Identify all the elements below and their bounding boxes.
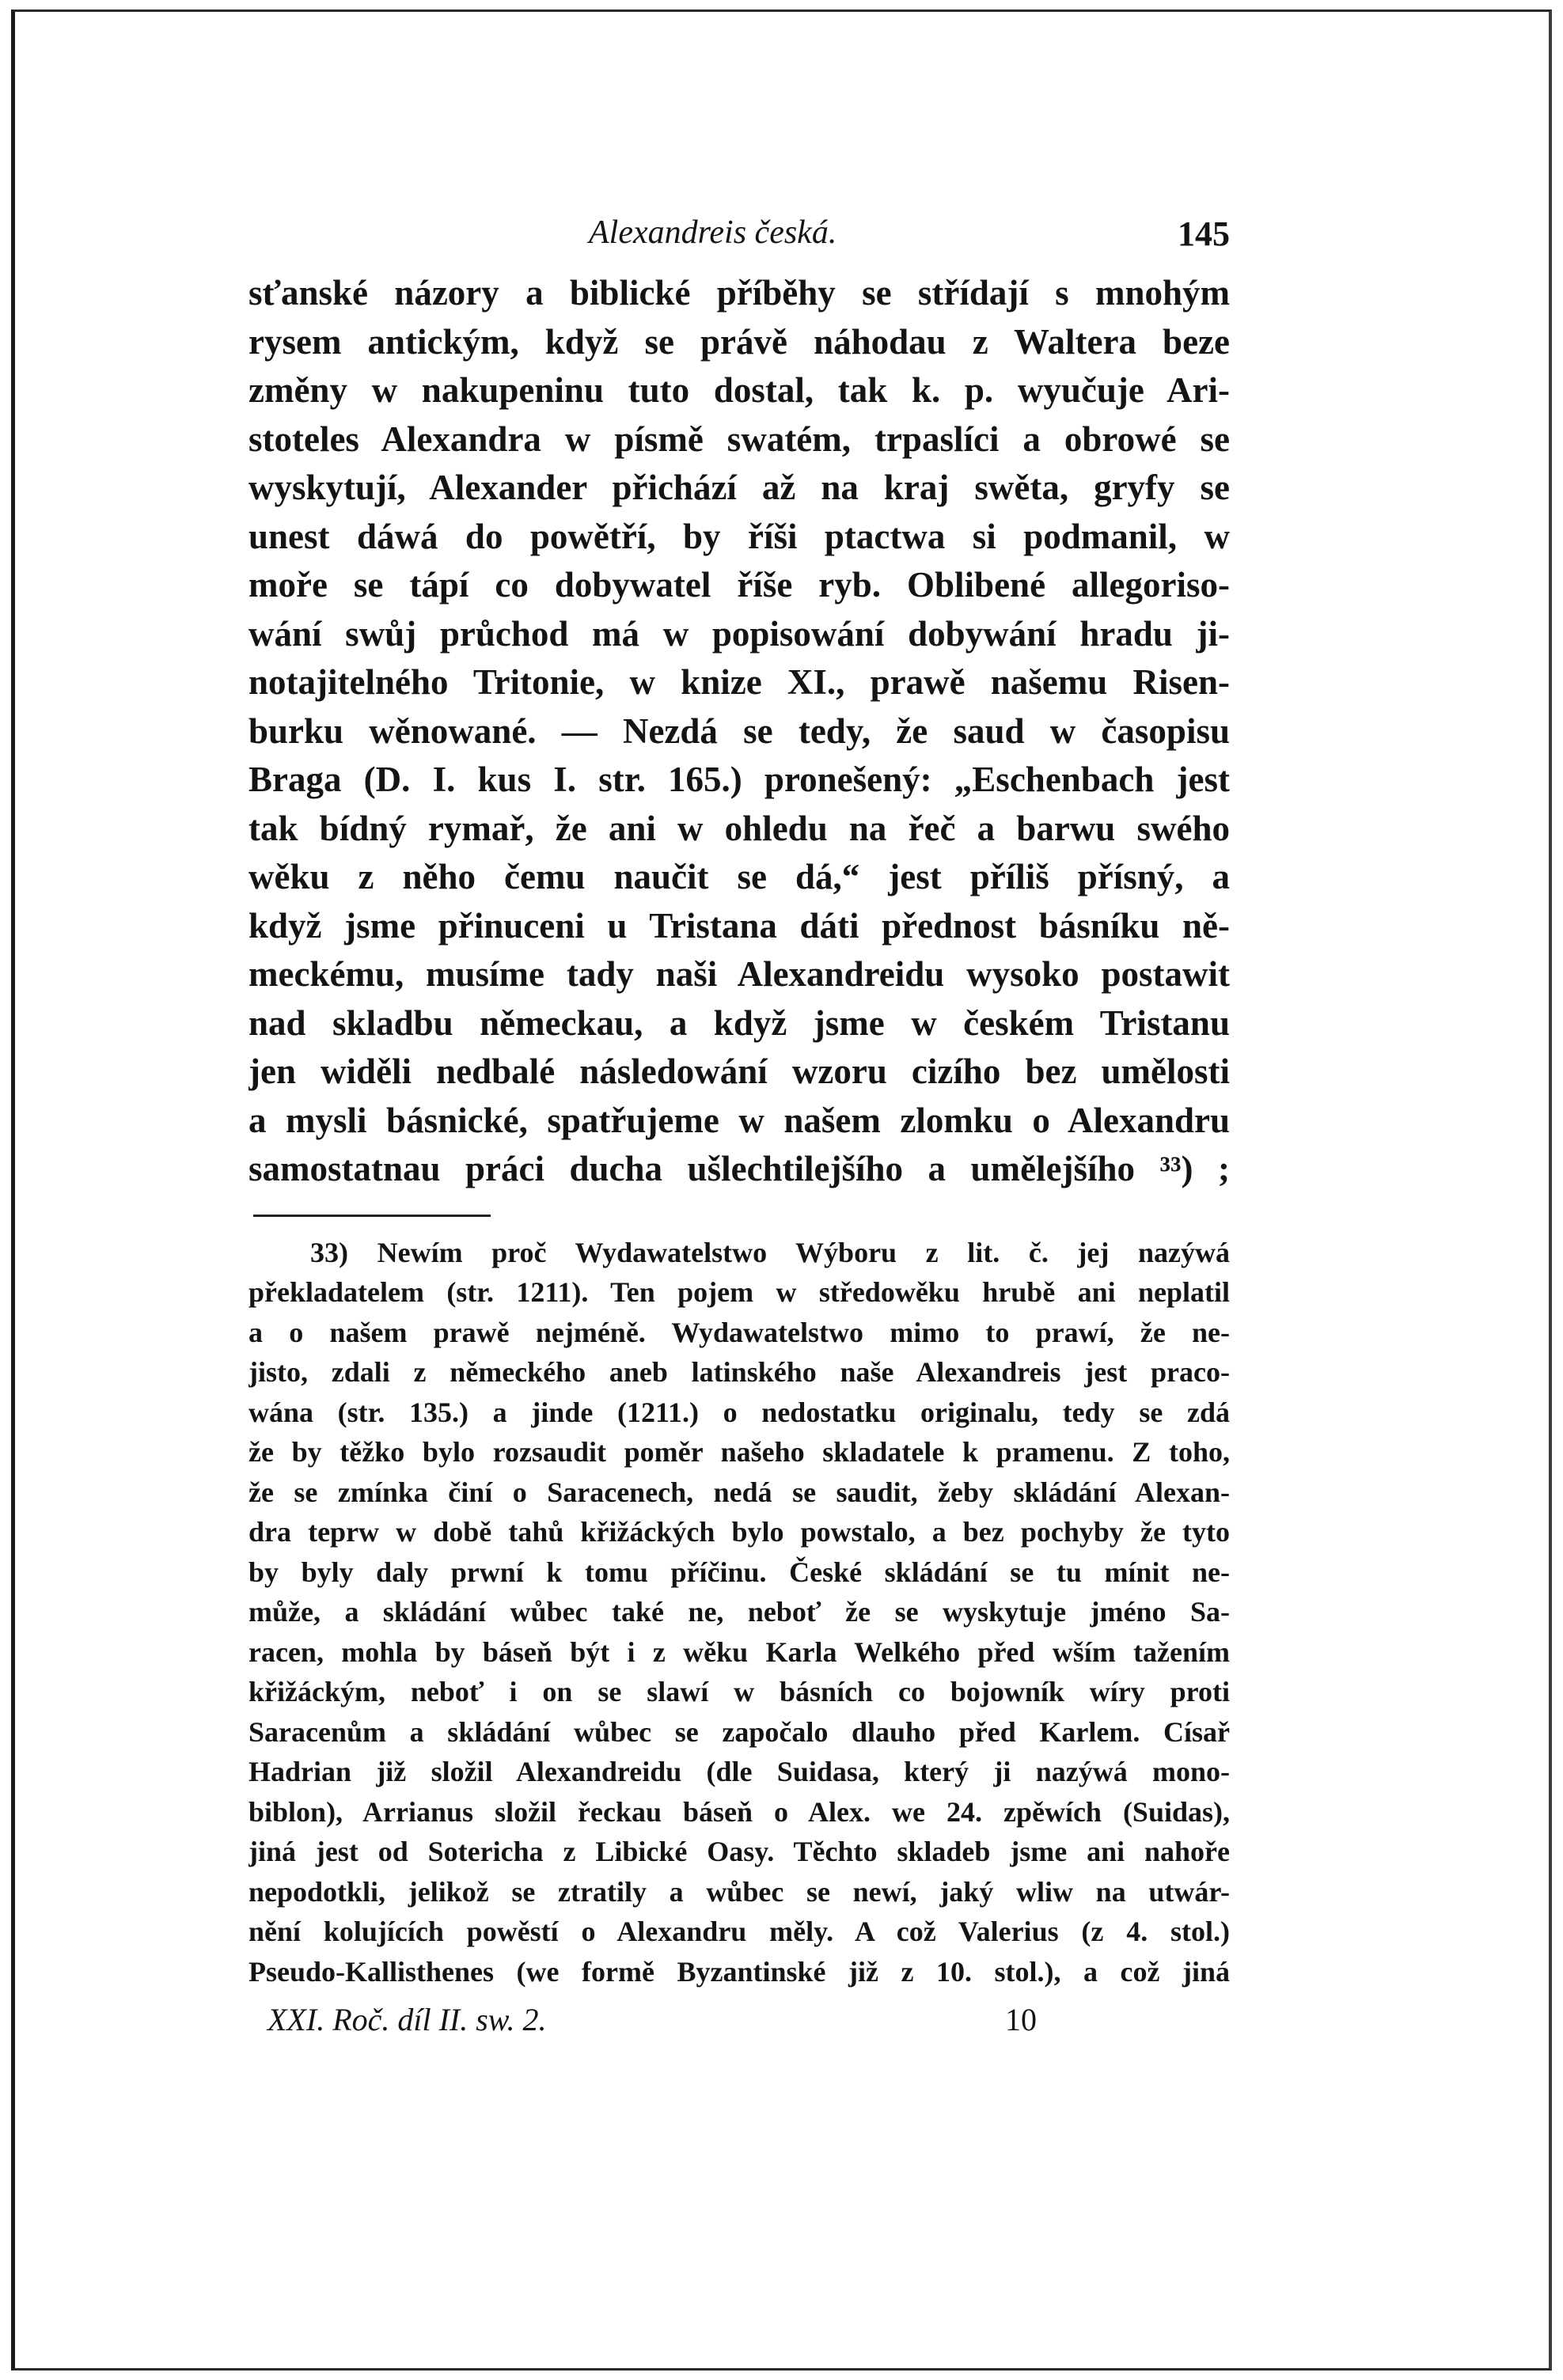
footnote-line: wána (str. 135.) a jinde (1211.) o nedostatku originalu, tedy se zdá	[248, 1396, 1230, 1428]
footnote-line: nepodotkli, jelikož se ztratily a wůbec se newí, jaký wliw na utwár-	[248, 1875, 1230, 1908]
footnote-line: by byly daly prwní k tomu příčinu. České skládání se tu mínit ne-	[248, 1556, 1230, 1588]
footnote-line: a o našem prawě nejméně. Wydawatelstwo mimo to prawí, že ne-	[248, 1316, 1230, 1348]
footnote-line: jiná jest od Sotericha z Libické Oasy. Těchto skladeb jsme ani nahoře	[248, 1836, 1230, 1867]
footnote-line: překladatelem (str. 1211). Ten pojem w středowěku hrubě ani neplatil	[248, 1276, 1230, 1308]
body-line: notajitelného Tritonie, w knize XI., prawě našemu Risen-	[248, 662, 1230, 702]
body-line: wyskytují, Alexander přichází až na kraj swěta, gryfy se	[248, 468, 1230, 507]
signature-line	[248, 2001, 1230, 2048]
running-title: Alexandreis česká.	[589, 214, 837, 251]
footnote-line: křižáckým, neboť i on se slawí w básních co bojowník wíry proti	[248, 1676, 1230, 1707]
footnote-line: Hadrian již složil Alexandreidu (dle Suidasa, který ji nazýwá mono-	[248, 1756, 1230, 1787]
body-line: wání swůj průchod má w popisowání dobywání hradu ji-	[248, 613, 1230, 654]
body-line: sťanské názory a biblické příběhy se střídají s mnohým	[248, 273, 1230, 313]
footnote-line: nění kolujících powěstí o Alexandru měly. A což Valerius (z 4. stol.)	[248, 1916, 1230, 1947]
footnotes	[248, 1233, 1230, 1992]
footnote-line: Saracenům a skládání wůbec se započalo dlauho před Karlem. Císař	[248, 1715, 1230, 1748]
page-number: 145	[1178, 214, 1230, 253]
footnote-line: jisto, zdali z německého aneb latinského naše Alexandreis jest praco-	[248, 1356, 1230, 1388]
body-line: unest dáwá do powětří, by říši ptactwa si podmanil, w	[248, 516, 1230, 556]
footnote-line: že by těžko bylo rozsaudit poměr našeho skladatele k pramenu. Z toho,	[248, 1436, 1230, 1468]
body-line: jen widěli nedbalé následowání wzoru cizího bez umělosti	[248, 1052, 1230, 1091]
footnote-line: že se zmínka činí o Saracenech, nedá se saudit, žeby skládání Alexan-	[248, 1476, 1230, 1508]
body-line: moře se tápí co dobywatel říše ryb. Oblibené allegoriso-	[248, 565, 1230, 604]
body-line: Braga (D. I. kus I. str. 165.) pronešený: „Eschenbach jest	[248, 760, 1230, 799]
body-line: rysem antickým, když se právě náhodau z Waltera beze	[248, 321, 1230, 362]
signature-number: 10	[1005, 2002, 1037, 2037]
body-line: tak bídný rymař, že ani w ohledu na řeč a barwu swého	[248, 808, 1230, 848]
body-line: a mysli básnické, spatřujeme w našem zlomku o Alexandru	[248, 1100, 1230, 1140]
page-content	[248, 214, 1230, 2048]
body-line: stoteles Alexandra w písmě swatém, trpaslíci a obrowé se	[248, 419, 1230, 459]
body-line: samostatnau práci ducha ušlechtilejšího a umělejšího ³³) ;	[248, 1149, 1230, 1188]
footnote-line: biblon), Arrianus složil řeckau báseň o Alex. we 24. zpěwích (Suidas),	[248, 1795, 1230, 1828]
footnote-line: může, a skládání wůbec také ne, neboť že se wyskytuje jméno Sa-	[248, 1596, 1230, 1628]
body-line: burku wěnowané. — Nezdá se tedy, že saud w časopisu	[248, 711, 1230, 751]
footnote-line: 33) Newím proč Wydawatelstwo Wýboru z lit. č. jej nazýwá	[310, 1236, 1230, 1268]
body-line: když jsme přinuceni u Tristana dáti přednost básníku ně-	[248, 905, 1230, 946]
body-text	[248, 269, 1230, 1194]
body-line: nad skladbu německau, a když jsme w českém Tristanu	[248, 1002, 1230, 1043]
running-head	[248, 214, 1230, 269]
signature-mark: XXI. Roč. díl II. sw. 2.	[267, 2002, 547, 2037]
footnote-line: dra teprw w době tahů křižáckých bylo powstalo, a bez pochyby že tyto	[248, 1516, 1230, 1548]
body-line: meckému, musíme tady naši Alexandreidu wysoko postawit	[248, 954, 1230, 994]
body-line: wěku z něho čemu naučit se dá,“ jest příliš přísný, a	[248, 857, 1230, 896]
footnote-rule	[253, 1215, 491, 1217]
footnote-line: racen, mohla by báseň být i z wěku Karla Welkého před wším tažením	[248, 1635, 1230, 1668]
footnote-line: Pseudo-Kallisthenes (we formě Byzantinské již z 10. stol.), a což jiná	[248, 1955, 1230, 1988]
body-line: změny w nakupeninu tuto dostal, tak k. p. wyučuje Ari-	[248, 370, 1230, 410]
